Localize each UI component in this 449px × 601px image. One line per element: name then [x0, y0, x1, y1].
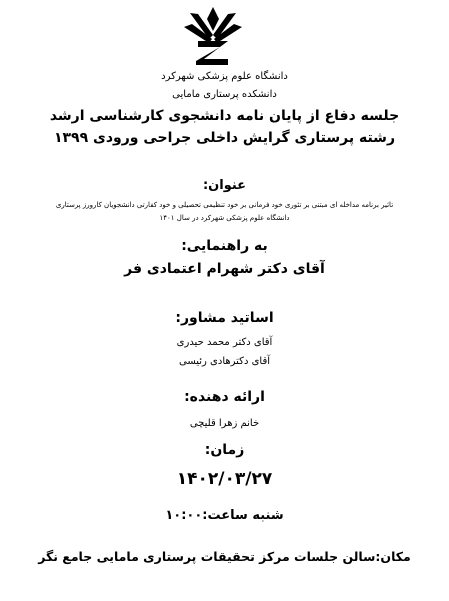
supervisor-name: آقای دکتر شهرام اعتمادی فر — [124, 261, 325, 277]
thesis-label: عنوان: — [202, 178, 247, 193]
faculty-name: دانشکده پرستاری مامایی — [172, 89, 277, 100]
thesis-title-line2: دانشگاه علوم پزشکی شهرکرد در سال ۱۴۰۱ — [159, 214, 290, 222]
university-name: دانشگاه علوم پزشکی شهرکرد — [161, 71, 288, 82]
time-label: زمان: — [204, 442, 245, 458]
supervisor-label: به راهنمایی: — [181, 238, 268, 254]
advisors-label: اساتید مشاور: — [175, 310, 274, 326]
program-title: رشته پرستاری گرایش داخلی جراحی ورودی ۱۳۹۹ — [53, 130, 396, 146]
university-logo-icon — [182, 5, 244, 67]
advisor-name-1: آقای دکتر محمد حیدری — [176, 337, 273, 348]
event-title: جلسه دفاع از پایان نامه دانشجوی کارشناسی ارشد — [49, 108, 400, 124]
thesis-title-line1: تاثیر برنامه مداخله ای مبتنی بر تئوری خود فرمانی بر خود تنظیمی تحصیلی و خود کفارتی دانشجویان کارورز پرستاری — [55, 201, 394, 209]
location: مکان:سالن جلسات مرکز تحقیقات پرستاری مامایی جامع نگر — [38, 549, 411, 564]
advisor-name-2: آقای دکترهادی رئیسی — [178, 356, 271, 367]
presenter-name: خانم زهرا قلیچی — [189, 418, 260, 429]
presenter-label: ارائه دهنده: — [184, 389, 265, 405]
day-and-hour: شنبه ساعت:۱۰:۰۰ — [165, 508, 284, 523]
defense-date: ۱۴۰۲/۰۳/۲۷ — [176, 469, 273, 489]
